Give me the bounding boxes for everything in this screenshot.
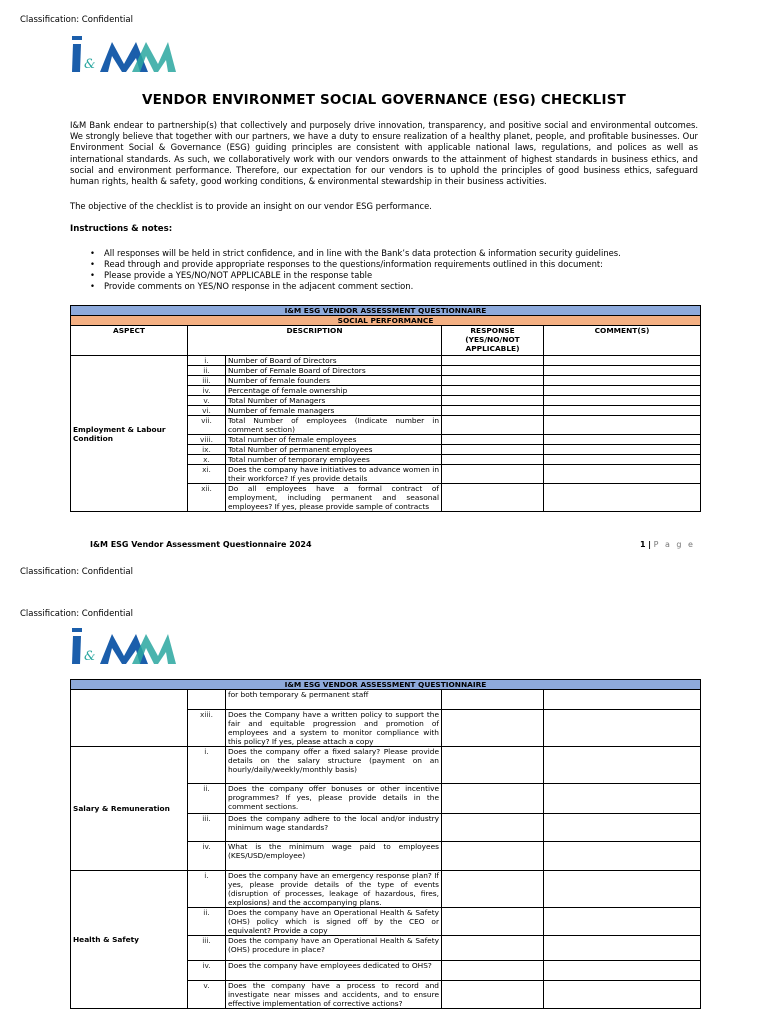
comment-cell[interactable] <box>544 842 701 871</box>
col-response: RESPONSE (YES/NO/NOT APPLICABLE) <box>442 326 544 356</box>
response-cell[interactable] <box>442 445 544 455</box>
row-num: ii. <box>188 366 226 376</box>
row-num: viii. <box>188 435 226 445</box>
comment-cell[interactable] <box>544 416 701 435</box>
im-logo <box>70 626 178 672</box>
row-num: iv. <box>188 842 226 871</box>
instruction-item: • All responses will be held in strict confidence, and in line with the Bank’s data protection & information security guidelines. <box>90 248 690 259</box>
row-desc: Does the company have initiatives to advance women in their workforce? If yes provide details <box>226 465 442 484</box>
row-desc: Does the company have a process to record and investigate near misses and accidents, and to ensure effective implementation of corrective actions? <box>226 981 442 1009</box>
row-desc: Does the company offer a fixed salary? Please provide details on the salary structure (payment on an hourly/daily/weekly/monthly basis) <box>226 747 442 784</box>
row-desc: Does the company have an Operational Health & Safety (OHS) procedure in place? <box>226 936 442 961</box>
comment-cell[interactable] <box>544 455 701 465</box>
row-num: ii. <box>188 908 226 936</box>
comment-cell[interactable] <box>544 747 701 784</box>
page-title: VENDOR ENVIRONMET SOCIAL GOVERNANCE (ESG) CHECKLIST <box>141 92 627 108</box>
response-cell[interactable] <box>442 484 544 512</box>
response-cell[interactable] <box>442 710 544 747</box>
row-desc: Do all employees have a formal contract of employment, including permanent and seasonal employees? If yes, please provide sample of contracts <box>226 484 442 512</box>
response-cell[interactable] <box>442 981 544 1009</box>
instruction-item: • Read through and provide appropriate responses to the questions/information requirements outlined in this document: <box>90 259 690 270</box>
row-num: iii. <box>188 814 226 842</box>
response-cell[interactable] <box>442 366 544 376</box>
page-number: 1 <box>640 540 646 549</box>
instruction-item: • Provide comments on YES/NO response in the adjacent comment section. <box>90 281 690 292</box>
row-desc: Does the company offer bonuses or other incentive programmes? If yes, please provide details in the comment sections. <box>226 784 442 814</box>
row-desc: Total Number of permanent employees <box>226 445 442 455</box>
response-cell[interactable] <box>442 386 544 396</box>
row-desc: Number of female managers <box>226 406 442 416</box>
aspect-employment: Employment & Labour Condition <box>71 356 188 512</box>
comment-cell[interactable] <box>544 690 701 710</box>
comment-cell[interactable] <box>544 406 701 416</box>
row-num: ii. <box>188 784 226 814</box>
row-num: ix. <box>188 445 226 455</box>
comment-cell[interactable] <box>544 871 701 908</box>
row-desc: Percentage of female ownership <box>226 386 442 396</box>
page-word: P a g e <box>653 540 695 549</box>
response-cell[interactable] <box>442 747 544 784</box>
comment-cell[interactable] <box>544 366 701 376</box>
response-cell[interactable] <box>442 814 544 842</box>
row-desc: Number of Board of Directors <box>226 356 442 366</box>
row-num: xi. <box>188 465 226 484</box>
comment-cell[interactable] <box>544 376 701 386</box>
section-header: SOCIAL PERFORMANCE <box>71 316 701 326</box>
row-num: v. <box>188 396 226 406</box>
row-desc: What is the minimum wage paid to employees (KES/USD/employee) <box>226 842 442 871</box>
response-cell[interactable] <box>442 465 544 484</box>
comment-cell[interactable] <box>544 396 701 406</box>
questionnaire-table-page1 <box>70 305 701 512</box>
questionnaire-table-page2 <box>70 679 701 1009</box>
col-description: DESCRIPTION <box>188 326 442 356</box>
instructions-list <box>90 248 690 292</box>
aspect-employment-continued <box>71 690 188 747</box>
row-desc: Number of female founders <box>226 376 442 386</box>
row-desc: Does the company have an emergency response plan? If yes, please provide details of the type of events (disruption of processes, leakage of hazardous, fires, explosions) and the accompanying plans. <box>226 871 442 908</box>
response-cell[interactable] <box>442 455 544 465</box>
comment-cell[interactable] <box>544 908 701 936</box>
comment-cell[interactable] <box>544 356 701 366</box>
row-desc: Total Number of Managers <box>226 396 442 406</box>
row-num: iv. <box>188 961 226 981</box>
aspect-health-safety: Health & Safety <box>71 871 188 1009</box>
response-cell[interactable] <box>442 406 544 416</box>
row-desc: Does the Company have a written policy to support the fair and equitable progression and promotion of employees and a system to monitor compliance with this policy? If yes, please attach a copy <box>226 710 442 747</box>
response-cell[interactable] <box>442 936 544 961</box>
col-comments: COMMENT(S) <box>544 326 701 356</box>
col-aspect: ASPECT <box>71 326 188 356</box>
row-num: v. <box>188 981 226 1009</box>
response-cell[interactable] <box>442 435 544 445</box>
im-logo <box>70 34 178 80</box>
table-header: I&M ESG VENDOR ASSESSMENT QUESTIONNAIRE <box>71 306 701 316</box>
row-num: xii. <box>188 484 226 512</box>
row-num: i. <box>188 747 226 784</box>
aspect-salary: Salary & Remuneration <box>71 747 188 871</box>
comment-cell[interactable] <box>544 961 701 981</box>
page-separator: | <box>648 540 652 549</box>
comment-cell[interactable] <box>544 465 701 484</box>
row-num: xiii. <box>188 710 226 747</box>
footer-page <box>640 540 695 549</box>
row-desc: Total Number of employees (Indicate number in comment section) <box>226 416 442 435</box>
row-num: vii. <box>188 416 226 435</box>
row-desc: Number of Female Board of Directors <box>226 366 442 376</box>
response-cell[interactable] <box>442 396 544 406</box>
response-cell[interactable] <box>442 356 544 366</box>
comment-cell[interactable] <box>544 484 701 512</box>
response-cell[interactable] <box>442 690 544 710</box>
objective-paragraph: The objective of the checklist is to provide an insight on our vendor ESG performance. <box>70 201 432 211</box>
row-num: iii. <box>188 376 226 386</box>
classification-label-footer: Classification: Confidential <box>20 567 133 577</box>
comment-cell[interactable] <box>544 710 701 747</box>
comment-cell[interactable] <box>544 814 701 842</box>
svg-text:&: & <box>84 649 96 664</box>
row-desc: Does the company adhere to the local and/or industry minimum wage standards? <box>226 814 442 842</box>
svg-text:&: & <box>84 57 96 72</box>
classification-label: Classification: Confidential <box>20 15 133 25</box>
response-cell[interactable] <box>442 961 544 981</box>
row-desc: Total number of temporary employees <box>226 455 442 465</box>
comment-cell[interactable] <box>544 445 701 455</box>
instructions-title: Instructions & notes: <box>70 224 173 234</box>
row-num <box>188 690 226 710</box>
row-num: iii. <box>188 936 226 961</box>
table-header: I&M ESG VENDOR ASSESSMENT QUESTIONNAIRE <box>71 680 701 690</box>
row-num: i. <box>188 356 226 366</box>
comment-cell[interactable] <box>544 784 701 814</box>
response-cell[interactable] <box>442 784 544 814</box>
intro-paragraph: I&M Bank endear to partnership(s) that collectively and purposely drive innovation, transparency, and positive social and environmental outcomes. We strongly believe that together with our partners, we have a duty to ensure realization of a healthy planet, people, and profitable businesses. Our Environment Social & Governance (ESG) guiding principles are consistent with applicable national laws, regulations, and polices as well as international standards. As such, we collaboratively work with our vendors onwards to the attainment of highest standards in business ethics, and social and environment performance. Therefore, our expectation for our vendors is to uphold the principles of good business ethics, safeguard human rights, health & safety, good working conditions, & environmental stewardship in their business activities. <box>70 120 698 187</box>
response-cell[interactable] <box>442 908 544 936</box>
response-cell[interactable] <box>442 376 544 386</box>
row-num: iv. <box>188 386 226 396</box>
row-desc: Total number of female employees <box>226 435 442 445</box>
footer-title: I&M ESG Vendor Assessment Questionnaire 2024 <box>90 540 312 549</box>
row-num: i. <box>188 871 226 908</box>
comment-cell[interactable] <box>544 435 701 445</box>
comment-cell[interactable] <box>544 386 701 396</box>
comment-cell[interactable] <box>544 981 701 1009</box>
row-desc: Does the company have an Operational Health & Safety (OHS) policy which is signed off by the CEO or equivalent? Provide a copy <box>226 908 442 936</box>
classification-label-page2: Classification: Confidential <box>20 609 133 619</box>
row-num: vi. <box>188 406 226 416</box>
response-cell[interactable] <box>442 842 544 871</box>
row-num: x. <box>188 455 226 465</box>
response-cell[interactable] <box>442 871 544 908</box>
instruction-item: • Please provide a YES/NO/NOT APPLICABLE in the response table <box>90 270 690 281</box>
comment-cell[interactable] <box>544 936 701 961</box>
response-cell[interactable] <box>442 416 544 435</box>
row-desc-continued: for both temporary & permanent staff <box>226 690 442 710</box>
row-desc: Does the company have employees dedicated to OHS? <box>226 961 442 981</box>
